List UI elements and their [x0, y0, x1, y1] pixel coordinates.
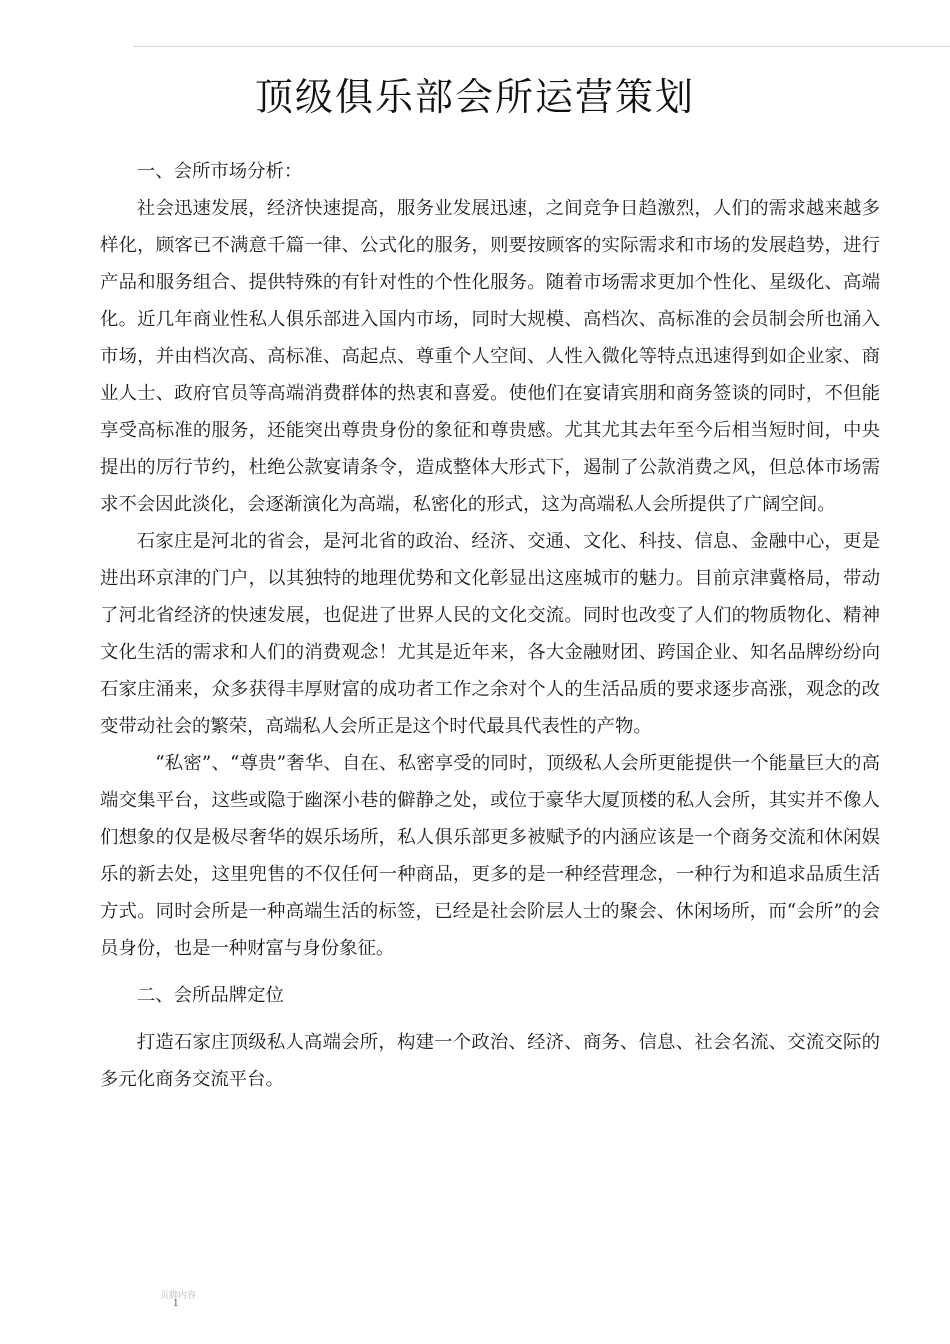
paragraph-private-club: “私密”、“尊贵”奢华、自在、私密享受的同时，顶级私人会所更能提供一个能量巨大的高端交集平台，这些或隐于幽深小巷的僻静之处，或位于豪华大厦顶楼的私人会所，其实并不像人们想象的仅是极尽奢华的娱乐场所，私人俱乐部更多被赋予的内涵应该是一个商务交流和休闲娱乐的新去处，这里兜售的不仅任何一种商品，更多的是一种经营理念，一种行为和追求品质生活方式。同时会所是一种高端生活的标签，已经是社会阶层人士的聚会、休闲场所，而“会所”的会员身份，也是一种财富与身份象征。 — [100, 753, 880, 959]
paragraph-shijiazhuang: 石家庄是河北的省会，是河北省的政治、经济、交通、文化、科技、信息、金融中心，更是进出环京津的门户，以其独特的地理优势和文化彰显出这座城市的魅力。目前京津冀格局，带动了河北省经济的快速发展，也促进了世界人民的文化交流。同时也改变了人们的物质物化、精神文化生活的需求和人们的消费观念！尤其是近年来，各大金融财团、跨国企业、知名品牌纷纷向石家庄涌来，众多获得丰厚财富的成功者工作之余对个人的生活品质的要求逐步高涨，观念的改变带动社会的繁荣，高端私人会所正是这个时代最具代表性的产物。 — [100, 531, 880, 737]
paragraph-brand-positioning: 打造石家庄顶级私人高端会所，构建一个政治、经济、商务、信息、社会名流、交流交际的多元化商务交流平台。 — [100, 1032, 880, 1090]
footer-label: 页脚内容 — [160, 1291, 197, 1301]
section-heading-market-analysis: 一、会所市场分析： — [136, 161, 303, 182]
paragraph-market-overview: 社会迅速发展，经济快速提高，服务业发展迅速，之间竞争日趋激烈，人们的需求越来越多样化，顾客已不满意千篇一律、公式化的服务，则要按顾客的实际需求和市场的发展趋势，进行产品和服务组合、提供特殊的有针对性的个性化服务。随着市场需求更加个性化、星级化、高端化。近几年商业性私人俱乐部进入国内市场，同时大规模、高档次、高标准的会员制会所也涌入市场，并由档次高、高标准、高起点、尊重个人空间、人性入微化等特点迅速得到如企业家、商业人士、政府官员等高端消费群体的热衷和喜爱。使他们在宴请宾朋和商务签谈的同时，不但能享受高标准的服务，还能突出尊贵身份的象征和尊贵感。尤其尤其去年至今后相当短时间，中央提出的厉行节约，杜绝公款宴请条令，造成整体大形式下，遏制了公款消费之风，但总体市场需求不会因此淡化，会逐渐演化为高端，私密化的形式，这为高端私人会所提供了广阔空间。 — [100, 198, 880, 515]
page-number: 1 — [173, 1299, 179, 1309]
section-heading-brand-positioning: 二、会所品牌定位 — [136, 985, 284, 1006]
header-rule — [133, 46, 950, 47]
document-title: 顶级俱乐部会所运营策划 — [254, 75, 695, 119]
document-body — [100, 153, 880, 1098]
